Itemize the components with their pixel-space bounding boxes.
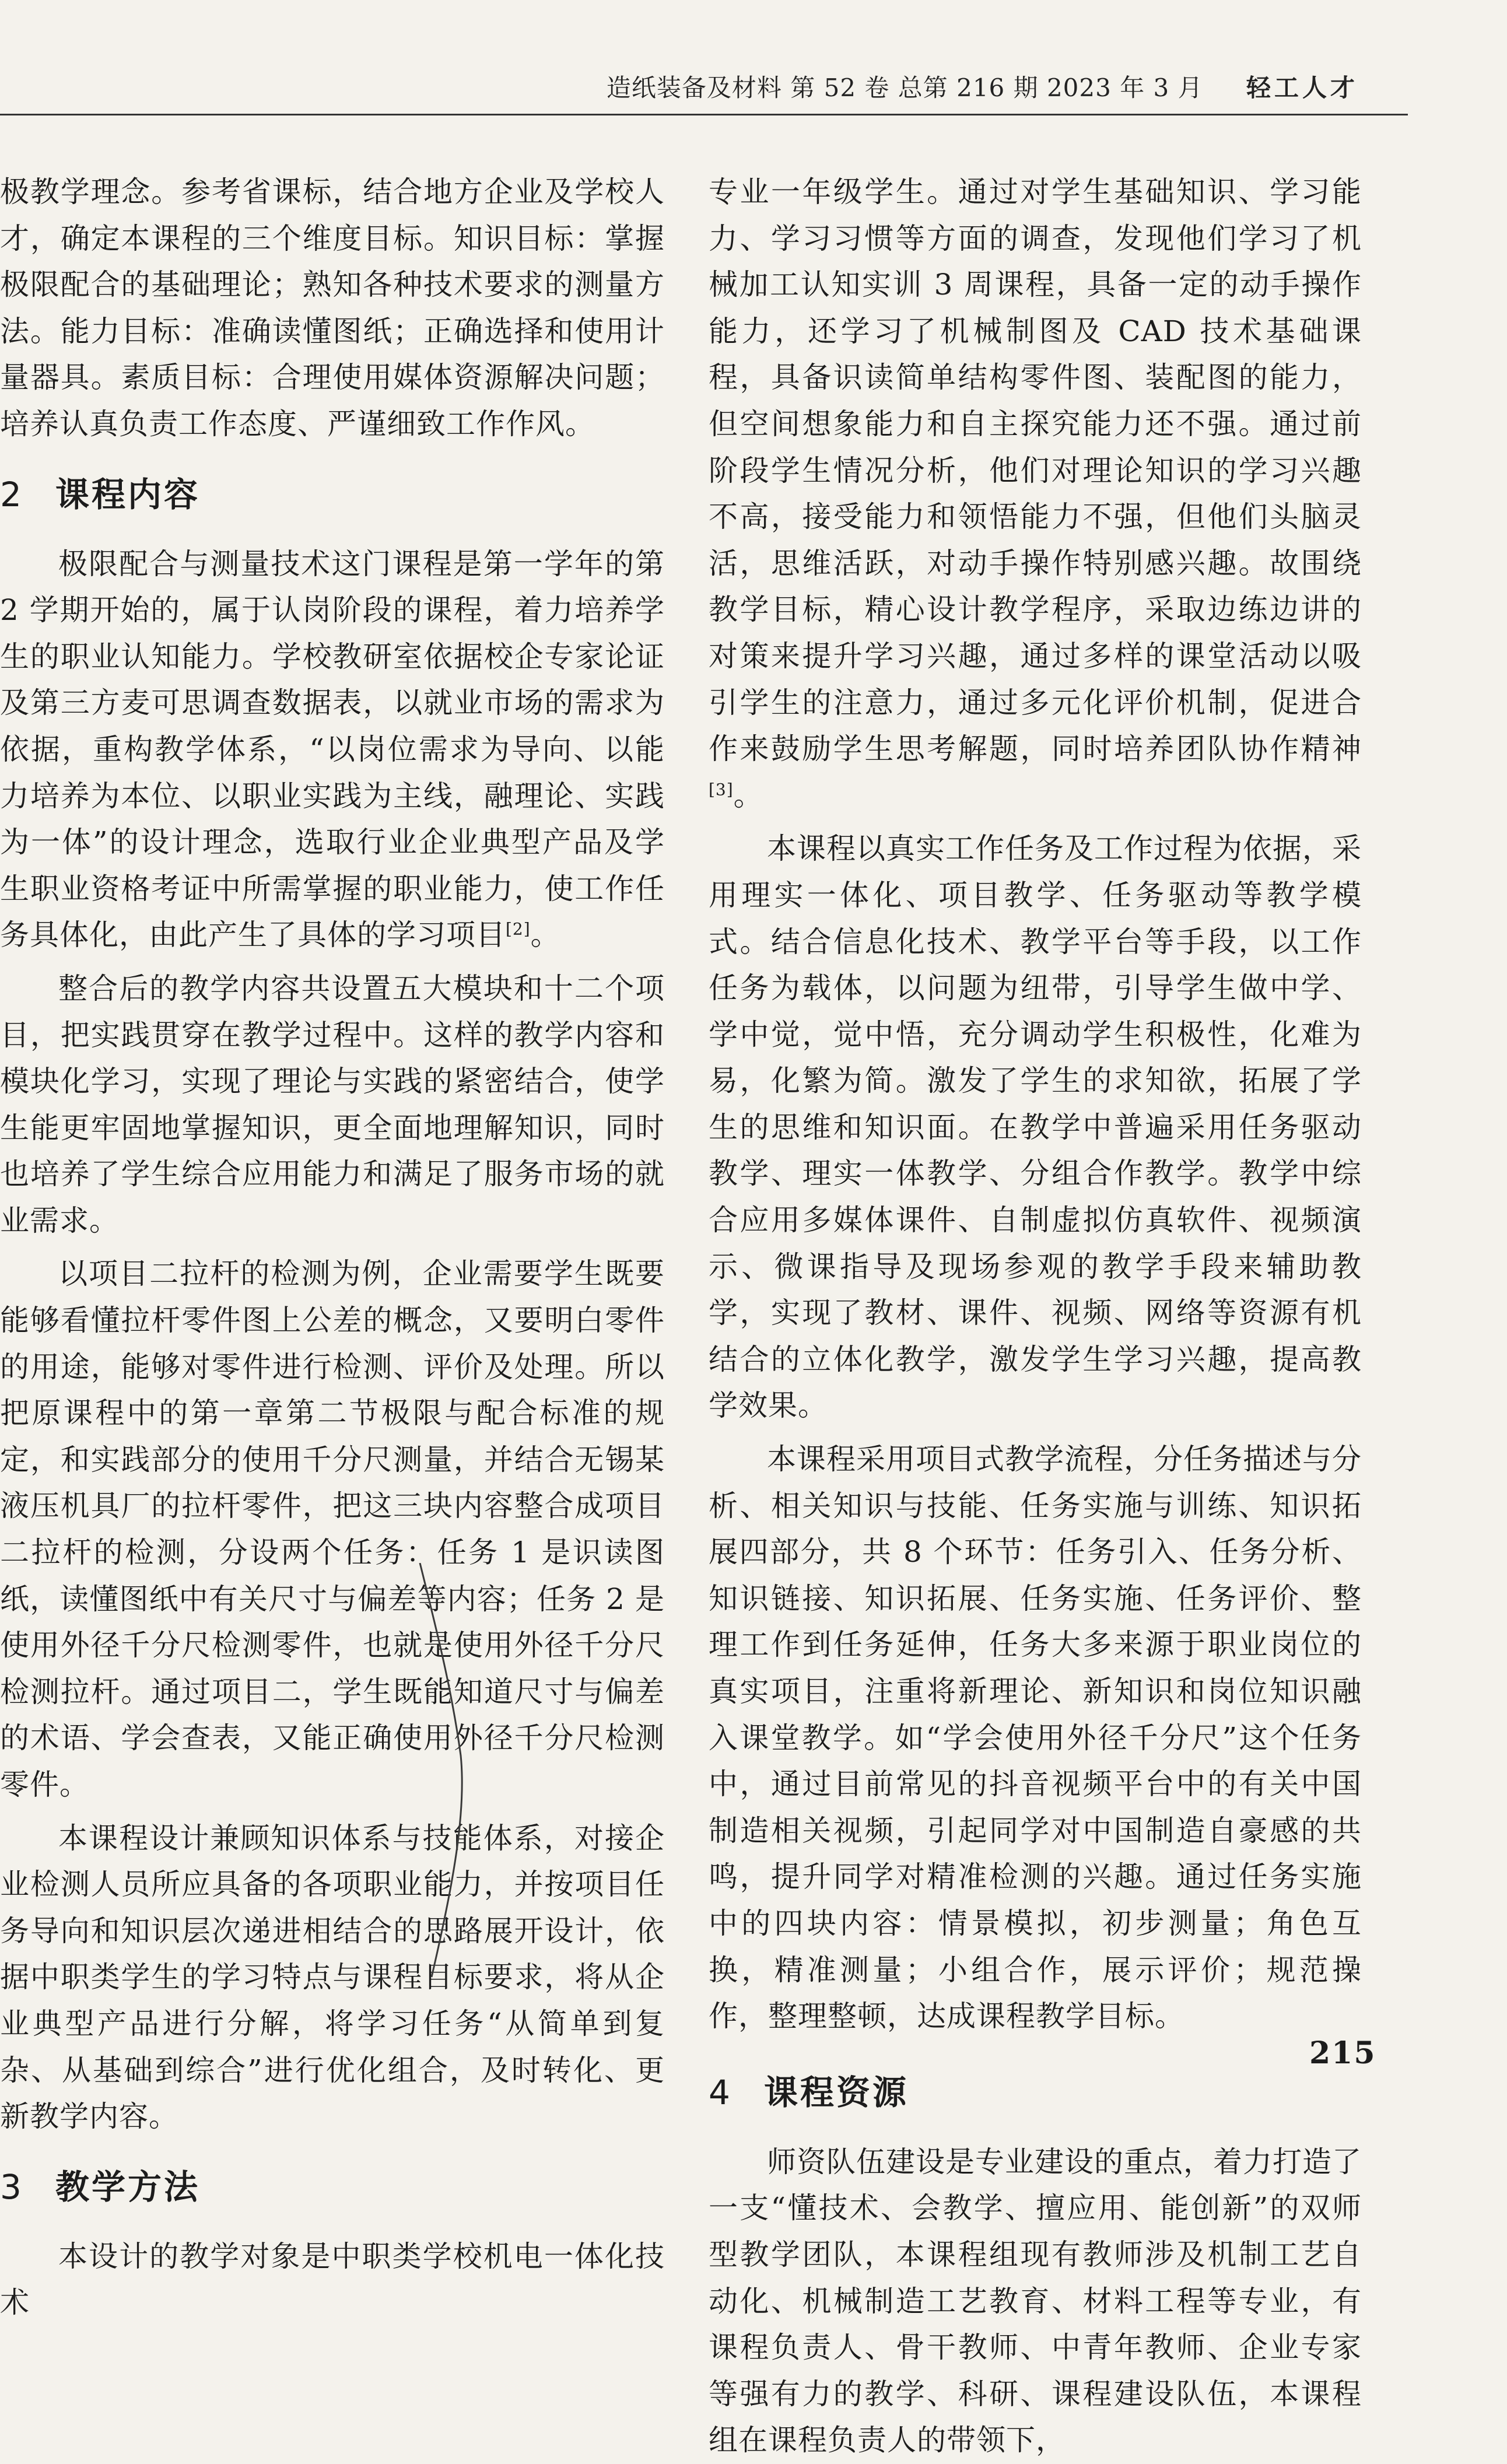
paragraph-text: 专业一年级学生。通过对学生基础知识、学习能力、学习习惯等方面的调查，发现他们学习了机械加工认知实训 3 周课程，具备一定的动手操作能力，还学习了机械制图及 CAD 技术基础课程，具备识读简单结构零件图、装配图的能力，但空间想象能力和自主探究能力还不强。通过前阶段学生情况分析，他们对理论知识的学习兴趣不高，接受能力和领悟能力不强，但他们头脑灵活，思维活跃，对动手操作特别感兴趣。故围绕教学目标，精心设计教学程序，采取边练边讲的对策来提升学习兴趣，通过多样的课堂活动以吸引学生的注意力，通过多元化评价机制，促进合作来鼓励学生思考解题，同时培养团队协作精神 bbox=[709, 175, 1362, 766]
section-number: 3 bbox=[0, 2167, 24, 2207]
journal-name: 造纸装备及材料 bbox=[606, 73, 782, 102]
section-number: 4 bbox=[709, 2072, 733, 2112]
paragraph: 整合后的教学内容共设置五大模块和十二个项目，把实践贯穿在教学过程中。这样的教学内容和模块化学习，实现了理论与实践的紧密结合，使学生能更牢固地掌握知识，更全面地理解知识，同时也培养了学生综合应用能力和满足了服务市场的就业需求。 bbox=[0, 971, 665, 1238]
citation: [3] bbox=[709, 780, 734, 800]
page-number: 215 bbox=[1309, 2035, 1376, 2071]
running-header bbox=[607, 69, 1358, 104]
section-heading bbox=[709, 2046, 1362, 2139]
paragraph: 极教学理念。参考省课标，结合地方企业及学校人才，确定本课程的三个维度目标。知识目标：掌握极限配合的基础理论；熟知各种技术要求的测量方法。能力目标：准确读懂图纸；正确选择和使用计量器具。素质目标：合理使用媒体资源解决问题；培养认真负责工作态度、严谨细致工作作风。 bbox=[0, 175, 665, 441]
paragraph: 专业一年级学生。通过对学生基础知识、学习能力、学习习惯等方面的调查，发现他们学习了机械加工认知实训 3 周课程，具备一定的动手操作能力，还学习了机械制图及 CAD 技术基础课程，具备识读简单结构零件图、装配图的能力，但空间想象能力和自主探究能力还不强。通过前阶段学生情况分析，他们对理论知识的学习兴趣不高，接受能力和领悟能力不强，但他们头脑灵活，思维活跃，对动手操作特别感兴趣。故围绕教学目标，精心设计教学程序，采取边练边讲的对策来提升学习兴趣，通过多样的课堂活动以吸引学生的注意力，通过多元化评价机制，促进合作来鼓励学生思考解题，同时培养团队协作精神[3]。 bbox=[709, 175, 1362, 812]
section-number: 2 bbox=[0, 474, 24, 514]
paragraph: 本课程设计兼顾知识体系与技能体系，对接企业检测人员所应具备的各项职业能力，并按项目任务导向和知识层次递进相结合的思路展开设计，依据中职类学生的学习特点与课程目标要求，将从企业典型产品进行分解，将学习任务“从简单到复杂、从基础到综合”进行优化组合，及时转化、更新教学内容。 bbox=[0, 1821, 665, 2134]
right-column bbox=[709, 169, 1362, 2464]
paragraph: 极限配合与测量技术这门课程是第一学年的第 2 学期开始的，属于认岗阶段的课程，着力培养学生的职业认知能力。学校教研室依据校企专家论证及第三方麦可思调查数据表，以就业市场的需求为依据，重构教学体系，“以岗位需求为导向、以能力培养为本位、以职业实践为主线，融理论、实践为一体”的设计理念，选取行业企业典型产品及学生职业资格考证中所需掌握的职业能力，使工作任务具体化，由此产生了具体的学习项目[2]。 bbox=[0, 546, 665, 952]
section-name: 轻工人才 bbox=[1246, 73, 1358, 102]
paragraph: 师资队伍建设是专业建设的重点，着力打造了一支“懂技术、会教学、擅应用、能创新”的双师型教学团队，本课程组现有教师涉及机制工艺自动化、机械制造工艺教育、材料工程等专业，有课程负责人、骨干教师、中青年教师、企业专家等强有力的教学、科研、课程建设队伍，本课程组在课程负责人的带领下， bbox=[709, 2144, 1362, 2458]
section-heading bbox=[0, 2140, 665, 2234]
section-title: 教学方法 bbox=[55, 2167, 201, 2207]
paragraph: 本课程采用项目式教学流程，分任务描述与分析、相关知识与技能、任务实施与训练、知识拓展四部分，共 8 个环节：任务引入、任务分析、知识链接、知识拓展、任务实施、任务评价、整理工作到任务延伸，任务大多来源于职业岗位的真实项目，注重将新理论、新知识和岗位知识融入课堂教学。如“学会使用外径千分尺”这个任务中，通过目前常见的抖音视频平台中的有关中国制造相关视频，引起同学对中国制造自豪感的共鸣，提升同学对精准检测的兴趣。通过任务实施中的四块内容：情景模拟，初步测量；角色互换，精准测量；小组合作，展示评价；规范操作，整理整顿，达成课程教学目标。 bbox=[709, 1442, 1362, 2034]
paragraph: 本设计的教学对象是中职类学校机电一体化技术 bbox=[0, 2239, 665, 2320]
section-title: 课程内容 bbox=[55, 474, 201, 514]
section-title: 课程资源 bbox=[764, 2072, 909, 2112]
paragraph: 本课程以真实工作任务及工作过程为依据，采用理实一体化、项目教学、任务驱动等教学模式。结合信息化技术、教学平台等手段，以工作任务为载体，以问题为纽带，引导学生做中学、学中觉，觉中悟，充分调动学生积极性，化难为易，化繁为简。激发了学生的求知欲，拓展了学生的思维和知识面。在教学中普遍采用任务驱动教学、理实一体教学、分组合作教学。教学中综合应用多媒体课件、自制虚拟仿真软件、视频演示、微课指导及现场参观的教学手段来辅助教学，实现了教材、课件、视频、网络等资源有机结合的立体化教学，激发学生学习兴趣，提高教学效果。 bbox=[709, 832, 1362, 1423]
issue-info: 第 52 卷 总第 216 期 2023 年 3 月 bbox=[790, 73, 1203, 102]
pen-stroke-mark bbox=[397, 1563, 490, 1983]
paragraph: 以项目二拉杆的检测为例，企业需要学生既要能够看懂拉杆零件图上公差的概念，又要明白零件的用途，能够对零件进行检测、评价及处理。所以把原课程中的第一章第二节极限与配合标准的规定，和实践部分的使用千分尺测量，并结合无锡某液压机具厂的拉杆零件，把这三块内容整合成项目二拉杆的检测，分设两个任务：任务 1 是识读图纸，读懂图纸中有关尺寸与偏差等内容；任务 2 是使用外径千分尺检测零件，也就是使用外径千分尺检测拉杆。通过项目二，学生既能知道尺寸与偏差的术语、学会查表，又能正确使用外径千分尺检测零件。 bbox=[0, 1257, 665, 1801]
paragraph-text: 极限配合与测量技术这门课程是第一学年的第 2 学期开始的，属于认岗阶段的课程，着力培养学生的职业认知能力。学校教研室依据校企专家论证及第三方麦可思调查数据表，以就业市场的需求为依据，重构教学体系，“以岗位需求为导向、以能力培养为本位、以职业实践为主线，融理论、实践为一体”的设计理念，选取行业企业典型产品及学生职业资格考证中所需掌握的职业能力，使工作任务具体化，由此产生了具体的学习项目 bbox=[0, 546, 665, 952]
citation: [2] bbox=[506, 919, 531, 939]
section-heading bbox=[0, 448, 665, 541]
header-rule bbox=[0, 114, 1408, 115]
page-header bbox=[0, 0, 1507, 122]
left-column bbox=[0, 169, 665, 2326]
